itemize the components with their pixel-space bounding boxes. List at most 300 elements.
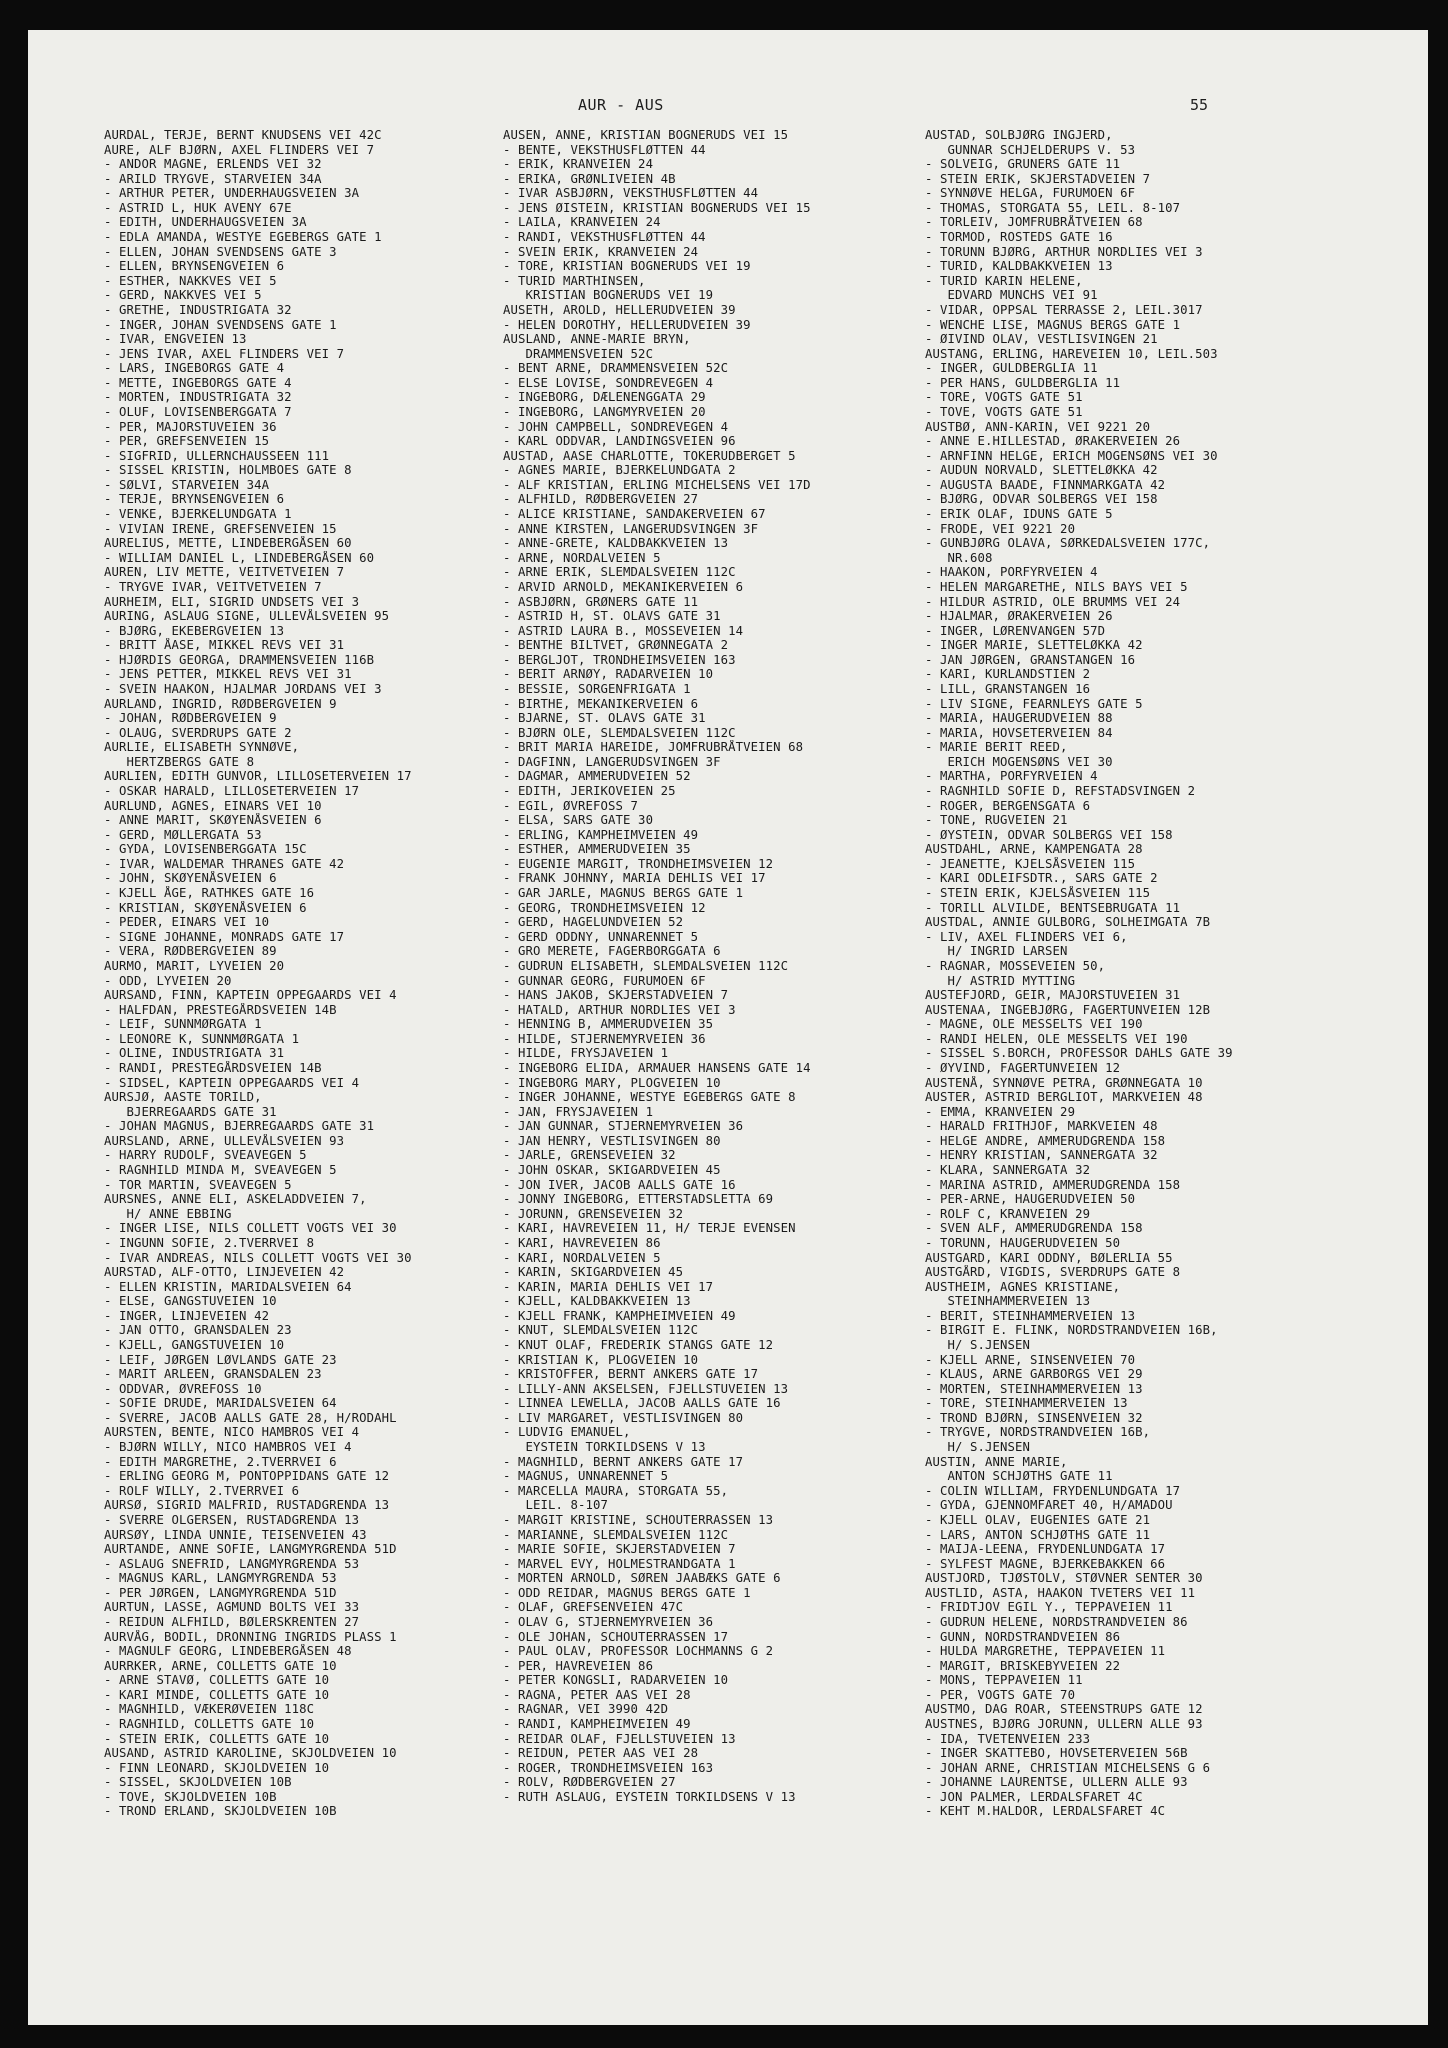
directory-entry: - HJØRDIS GEORGA, DRAMMENSVEIEN 116B bbox=[104, 652, 375, 667]
directory-entry: - VERA, RØDBERGVEIEN 89 bbox=[104, 944, 277, 959]
directory-entry: - MARGIT, BRISKEBYVEIEN 22 bbox=[925, 1658, 1121, 1673]
directory-entry: - OLE JOHAN, SCHOUTERRASSEN 17 bbox=[503, 1629, 729, 1644]
directory-entry: - HJALMAR, ØRAKERVEIEN 26 bbox=[925, 609, 1113, 624]
directory-entry: - ØYVIND, FAGERTUNVEIEN 12 bbox=[925, 1061, 1121, 1075]
directory-entry: - HENRY KRISTIAN, SANNERGATA 32 bbox=[925, 1148, 1158, 1163]
directory-entry: - TORE, VOGTS GATE 51 bbox=[925, 390, 1083, 405]
directory-entry: - KLAUS, ARNE GARBORGS VEI 29 bbox=[925, 1367, 1143, 1382]
directory-entry: - TORE, KRISTIAN BOGNERUDS VEI 19 bbox=[503, 259, 751, 274]
directory-entry: AURDAL, TERJE, BERNT KNUDSENS VEI 42C bbox=[104, 128, 382, 142]
directory-column-3 bbox=[925, 128, 1325, 1819]
directory-entry: - ELLEN, JOHAN SVENDSENS GATE 3 bbox=[104, 244, 337, 259]
directory-entry: - SISSEL S.BORCH, PROFESSOR DAHLS GATE 39 bbox=[925, 1046, 1233, 1061]
directory-entry: - ARNE STAVØ, COLLETTS GATE 10 bbox=[104, 1673, 330, 1688]
directory-entry: - JON IVER, JACOB AALLS GATE 16 bbox=[503, 1177, 736, 1192]
directory-entry: - BJØRG, EKEBERGVEIEN 13 bbox=[104, 623, 285, 638]
directory-entry: - JON PALMER, LERDALSFARET 4C bbox=[925, 1789, 1143, 1804]
directory-entry: - TOVE, SKJOLDVEIEN 10B bbox=[104, 1789, 277, 1804]
directory-entry: - ALFHILD, RØDBERGVEIEN 27 bbox=[503, 492, 699, 507]
directory-entry: - MAGNUS, UNNARENNET 5 bbox=[503, 1469, 669, 1484]
directory-entry: - VIVIAN IRENE, GREFSENVEIEN 15 bbox=[104, 521, 337, 536]
directory-entry: - JAN, FRYSJAVEIEN 1 bbox=[503, 1104, 654, 1119]
directory-entry: - PER, VOGTS GATE 70 bbox=[925, 1687, 1076, 1702]
page-range-header: AUR - AUS bbox=[578, 96, 664, 114]
directory-entry: - INGER MARIE, SLETTELØKKA 42 bbox=[925, 638, 1143, 653]
directory-entry: - KJELL FRANK, KAMPHEIMVEIEN 49 bbox=[503, 1308, 736, 1323]
directory-entry: - TOVE, VOGTS GATE 51 bbox=[925, 404, 1083, 419]
directory-entry: AUSTIN, ANNE MARIE, bbox=[925, 1454, 1068, 1469]
directory-entry: - COLIN WILLIAM, FRYDENLUNDGATA 17 bbox=[925, 1483, 1181, 1498]
directory-entry: - LARS, INGEBORGS GATE 4 bbox=[104, 361, 285, 376]
directory-entry: - PER, GREFSENVEIEN 15 bbox=[104, 434, 270, 449]
directory-entry: - HENNING B, AMMERUDVEIEN 35 bbox=[503, 1017, 714, 1032]
directory-entry: - BERGLJOT, TRONDHEIMSVEIEN 163 bbox=[503, 652, 736, 667]
directory-entry: - PER JØRGEN, LANGMYRGRENDA 51D bbox=[104, 1585, 337, 1600]
directory-entry: AURRKER, ARNE, COLLETTS GATE 10 bbox=[104, 1658, 337, 1673]
directory-entry: - SVEN ALF, AMMERUDGRENDA 158 bbox=[925, 1221, 1143, 1236]
directory-entry: - LAILA, KRANVEIEN 24 bbox=[503, 215, 661, 230]
directory-entry: - IVAR, WALDEMAR THRANES GATE 42 bbox=[104, 856, 345, 871]
directory-entry: - GERD, MØLLERGATA 53 bbox=[104, 827, 262, 842]
directory-entry: - RAGNAR, MOSSEVEIEN 50, bbox=[925, 958, 1106, 973]
directory-entry: - ARNE ERIK, SLEMDALSVEIEN 112C bbox=[503, 565, 736, 580]
directory-entry: - MARIE BERIT REED, bbox=[925, 740, 1068, 755]
directory-entry: - DAGMAR, AMMERUDVEIEN 52 bbox=[503, 769, 691, 784]
directory-entry: - PER HANS, GULDBERGLIA 11 bbox=[925, 375, 1121, 390]
directory-entry: - MAGNE, OLE MESSELTS VEI 190 bbox=[925, 1017, 1143, 1032]
directory-entry: - HELEN DOROTHY, HELLERUDVEIEN 39 bbox=[503, 317, 751, 332]
directory-entry: - TORLEIV, JOMFRUBRÅTVEIEN 68 bbox=[925, 215, 1143, 230]
directory-entry: - HARRY RUDOLF, SVEAVEGEN 5 bbox=[104, 1148, 307, 1163]
directory-entry: AURSØY, LINDA UNNIE, TEISENVEIEN 43 bbox=[104, 1527, 367, 1542]
directory-entry: - ERIK OLAF, IDUNS GATE 5 bbox=[925, 507, 1113, 522]
directory-entry: - ARNE, NORDALVEIEN 5 bbox=[503, 550, 661, 565]
directory-entry: - ASLAUG SNEFRID, LANGMYRGRENDA 53 bbox=[104, 1556, 360, 1571]
directory-entry: - BERIT, STEINHAMMERVEIEN 13 bbox=[925, 1308, 1136, 1323]
directory-entry: - FRIDTJOV EGIL Y., TEPPAVEIEN 11 bbox=[925, 1600, 1173, 1615]
directory-entry: - TORUNN, HAUGERUDVEIEN 50 bbox=[925, 1235, 1121, 1250]
directory-entry: - TORILL ALVILDE, BENTSEBRUGATA 11 bbox=[925, 900, 1181, 915]
directory-entry: AUSTDAHL, ARNE, KAMPENGATA 28 bbox=[925, 842, 1143, 857]
directory-entry: AUSTENÅ, SYNNØVE PETRA, GRØNNEGATA 10 bbox=[925, 1075, 1203, 1090]
directory-entry: - INGEBORG MARY, PLOGVEIEN 10 bbox=[503, 1075, 721, 1090]
directory-entry: - PER, HAVREVEIEN 86 bbox=[503, 1658, 654, 1673]
directory-entry: NR.608 bbox=[925, 550, 993, 565]
directory-entry: - BRIT MARIA HAREIDE, JOMFRUBRÅTVEIEN 68 bbox=[503, 740, 804, 755]
directory-entry: - MAGNHILD, VÆKERØVEIEN 118C bbox=[104, 1702, 315, 1717]
directory-entry: - HILDE, STJERNEMYRVEIEN 36 bbox=[503, 1031, 706, 1046]
directory-entry: - LILL, GRANSTANGEN 16 bbox=[925, 681, 1091, 696]
directory-entry: - INGER, LØRENVANGEN 57D bbox=[925, 623, 1106, 638]
directory-entry: - ARTHUR PETER, UNDERHAUGSVEIEN 3A bbox=[104, 186, 360, 201]
directory-entry: AUSTBØ, ANN-KARIN, VEI 9221 20 bbox=[925, 419, 1151, 434]
directory-entry: - PER-ARNE, HAUGERUDVEIEN 50 bbox=[925, 1192, 1136, 1207]
directory-entry: - KARI, HAVREVEIEN 86 bbox=[503, 1235, 661, 1250]
directory-entry: - JOHAN MAGNUS, BJERREGAARDS GATE 31 bbox=[104, 1119, 375, 1134]
directory-entry: AURLUND, AGNES, EINARS VEI 10 bbox=[104, 798, 322, 813]
directory-entry: - RAGNHILD MINDA M, SVEAVEGEN 5 bbox=[104, 1163, 337, 1178]
directory-entry: ANTON SCHJØTHS GATE 11 bbox=[925, 1469, 1113, 1484]
directory-entry: - ANNE E.HILLESTAD, ØRAKERVEIEN 26 bbox=[925, 434, 1181, 449]
directory-entry: - DAGFINN, LANGERUDSVINGEN 3F bbox=[503, 754, 721, 769]
directory-entry: AUSTJORD, TJØSTOLV, STØVNER SENTER 30 bbox=[925, 1571, 1203, 1586]
directory-entry: - ERLING, KAMPHEIMVEIEN 49 bbox=[503, 827, 699, 842]
directory-entry: - PER, MAJORSTUVEIEN 36 bbox=[104, 419, 277, 434]
directory-entry: GUNNAR SCHJELDERUPS V. 53 bbox=[925, 142, 1136, 157]
directory-entry: - STEIN ERIK, SKJERSTADVEIEN 7 bbox=[925, 171, 1151, 186]
directory-entry: - JORUNN, GRENSEVEIEN 32 bbox=[503, 1206, 684, 1221]
directory-entry: - ROLV, RØDBERGVEIEN 27 bbox=[503, 1775, 676, 1790]
directory-entry: - JONNY INGEBORG, ETTERSTADSLETTA 69 bbox=[503, 1192, 774, 1207]
directory-entry: - SIDSEL, KAPTEIN OPPEGAARDS VEI 4 bbox=[104, 1075, 360, 1090]
directory-entry: - HULDA MARGRETHE, TEPPAVEIEN 11 bbox=[925, 1644, 1166, 1659]
directory-entry: - HATALD, ARTHUR NORDLIES VEI 3 bbox=[503, 1002, 736, 1017]
directory-entry: - FINN LEONARD, SKJOLDVEIEN 10 bbox=[104, 1760, 330, 1775]
directory-entry: AUSTAD, SOLBJØRG INGJERD, bbox=[925, 128, 1113, 142]
directory-entry: - KARIN, SKIGARDVEIEN 45 bbox=[503, 1265, 684, 1280]
directory-entry: - ØYSTEIN, ODVAR SOLBERGS VEI 158 bbox=[925, 827, 1173, 842]
directory-entry: H/ S.JENSEN bbox=[925, 1337, 1031, 1352]
directory-entry: - INGER SKATTEBO, HOVSETERVEIEN 56B bbox=[925, 1746, 1188, 1761]
directory-entry: AUSTNES, BJØRG JORUNN, ULLERN ALLE 93 bbox=[925, 1717, 1203, 1732]
directory-entry: - KJELL ÅGE, RATHKES GATE 16 bbox=[104, 886, 315, 901]
directory-entry: - GUNBJØRG OLAVA, SØRKEDALSVEIEN 177C, bbox=[925, 536, 1211, 551]
directory-entry: - ALICE KRISTIANE, SANDAKERVEIEN 67 bbox=[503, 507, 766, 522]
directory-entry: - MARIE SOFIE, SKJERSTADVEIEN 7 bbox=[503, 1542, 736, 1557]
directory-entry: - MARIA, HOVSETERVEIEN 84 bbox=[925, 725, 1113, 740]
directory-entry: AURHEIM, ELI, SIGRID UNDSETS VEI 3 bbox=[104, 594, 360, 609]
directory-entry: - KLARA, SANNERGATA 32 bbox=[925, 1163, 1091, 1178]
directory-entry: - MORTEN, STEINHAMMERVEIEN 13 bbox=[925, 1381, 1143, 1396]
directory-entry: - SIGNE JOHANNE, MONRADS GATE 17 bbox=[104, 929, 345, 944]
directory-entry: - HILDE, FRYSJAVEIEN 1 bbox=[503, 1046, 669, 1061]
directory-entry: H/ ASTRID MYTTING bbox=[925, 973, 1076, 988]
directory-entry: - EDITH MARGRETHE, 2.TVERRVEI 6 bbox=[104, 1454, 337, 1469]
directory-entry: - JOHN, SKØYENÅSVEIEN 6 bbox=[104, 871, 277, 886]
directory-entry: - ANNE KIRSTEN, LANGERUDSVINGEN 3F bbox=[503, 521, 759, 536]
directory-entry: AURVÅG, BODIL, DRONNING INGRIDS PLASS 1 bbox=[104, 1629, 397, 1644]
directory-entry: - KNUT OLAF, FREDERIK STANGS GATE 12 bbox=[503, 1337, 774, 1352]
directory-entry: - JAN GUNNAR, STJERNEMYRVEIEN 36 bbox=[503, 1119, 744, 1134]
directory-entry: AURELIUS, METTE, LINDEBERGÅSEN 60 bbox=[104, 536, 352, 551]
directory-entry: LEIL. 8-107 bbox=[503, 1498, 609, 1513]
directory-entry: - LUDVIG EMANUEL, bbox=[503, 1425, 631, 1440]
directory-entry: - INGER, GULDBERGLIA 11 bbox=[925, 361, 1098, 376]
directory-entry: AUSTENAA, INGEBJØRG, FAGERTUNVEIEN 12B bbox=[925, 1002, 1211, 1017]
directory-entry: - LEIF, SUNNMØRGATA 1 bbox=[104, 1017, 262, 1032]
directory-entry: - INGER LISE, NILS COLLETT VOGTS VEI 30 bbox=[104, 1221, 397, 1236]
directory-entry: - TRYGVE, NORDSTRANDVEIEN 16B, bbox=[925, 1425, 1151, 1440]
directory-entry: - ERLING GEORG M, PONTOPPIDANS GATE 12 bbox=[104, 1469, 390, 1484]
directory-entry: - KNUT, SLEMDALSVEIEN 112C bbox=[503, 1323, 699, 1338]
directory-entry: - HARALD FRITHJOF, MARKVEIEN 48 bbox=[925, 1119, 1158, 1134]
directory-entry: - SYLFEST MAGNE, BJERKEBAKKEN 66 bbox=[925, 1556, 1166, 1571]
directory-entry: - VIDAR, OPPSAL TERRASSE 2, LEIL.3017 bbox=[925, 302, 1203, 317]
directory-entry: - JAN HENRY, VESTLISVINGEN 80 bbox=[503, 1133, 721, 1148]
directory-entry: - FRODE, VEI 9221 20 bbox=[925, 521, 1076, 536]
directory-entry: - EMMA, KRANVEIEN 29 bbox=[925, 1104, 1076, 1119]
directory-entry: - HALFDAN, PRESTEGÅRDSVEIEN 14B bbox=[104, 1002, 337, 1017]
directory-entry: - MARCELLA MAURA, STORGATA 55, bbox=[503, 1483, 729, 1498]
directory-entry: - STEIN ERIK, COLLETTS GATE 10 bbox=[104, 1731, 330, 1746]
directory-entry: AURSTAD, ALF-OTTO, LINJEVEIEN 42 bbox=[104, 1265, 345, 1280]
directory-column-2 bbox=[503, 128, 903, 1804]
directory-entry: - ELSE LOVISE, SONDREVEGEN 4 bbox=[503, 375, 714, 390]
directory-entry: - MARVEL EVY, HOLMESTRANDGATA 1 bbox=[503, 1556, 736, 1571]
directory-entry: - ERIK, KRANVEIEN 24 bbox=[503, 157, 654, 172]
directory-entry: - JOHANNE LAURENTSE, ULLERN ALLE 93 bbox=[925, 1775, 1188, 1790]
directory-entry: - OSKAR HARALD, LILLOSETERVEIEN 17 bbox=[104, 784, 360, 799]
directory-entry: AURSLAND, ARNE, ULLEVÅLSVEIEN 93 bbox=[104, 1133, 345, 1148]
directory-entry: - BIRTHE, MEKANIKERVEIEN 6 bbox=[503, 696, 699, 711]
directory-entry: - ANNE-GRETE, KALDBAKKVEIEN 13 bbox=[503, 536, 729, 551]
directory-entry: - MARINA ASTRID, AMMERUDGRENDA 158 bbox=[925, 1177, 1181, 1192]
directory-entry: AUSTGÅRD, VIGDIS, SVERDRUPS GATE 8 bbox=[925, 1265, 1181, 1280]
directory-entry: - TROND ERLAND, SKJOLDVEIEN 10B bbox=[104, 1804, 337, 1819]
directory-entry: - OLAF, GREFSENVEIEN 47C bbox=[503, 1600, 684, 1615]
directory-entry: - PEDER, EINARS VEI 10 bbox=[104, 915, 270, 930]
directory-entry: - FRANK JOHNNY, MARIA DEHLIS VEI 17 bbox=[503, 871, 766, 886]
directory-entry: - KARI, NORDALVEIEN 5 bbox=[503, 1250, 661, 1265]
directory-entry: - ODD, LYVEIEN 20 bbox=[104, 973, 232, 988]
directory-entry: - METTE, INGEBORGS GATE 4 bbox=[104, 375, 292, 390]
directory-entry: - ELSA, SARS GATE 30 bbox=[503, 813, 654, 828]
directory-entry: - STEIN ERIK, KJELSÅSVEIEN 115 bbox=[925, 886, 1151, 901]
directory-entry: - TURID MARTHINSEN, bbox=[503, 273, 646, 288]
directory-entry: - JAN JØRGEN, GRANSTANGEN 16 bbox=[925, 652, 1136, 667]
directory-entry: - EGIL, ØVREFOSS 7 bbox=[503, 798, 639, 813]
directory-entry: - THOMAS, STORGATA 55, LEIL. 8-107 bbox=[925, 200, 1181, 215]
directory-entry: - ESTHER, NAKKVES VEI 5 bbox=[104, 273, 277, 288]
directory-entry: H/ ANNE EBBING bbox=[104, 1206, 232, 1221]
directory-entry: - JARLE, GRENSEVEIEN 32 bbox=[503, 1148, 676, 1163]
directory-entry: - BENTHE BILTVET, GRØNNEGATA 2 bbox=[503, 638, 729, 653]
directory-entry: AUSTMO, DAG ROAR, STEENSTRUPS GATE 12 bbox=[925, 1702, 1203, 1717]
directory-entry: AURING, ASLAUG SIGNE, ULLEVÅLSVEIEN 95 bbox=[104, 609, 390, 624]
directory-entry: - BJØRG, ODVAR SOLBERGS VEI 158 bbox=[925, 492, 1158, 507]
directory-entry: - LIV MARGARET, VESTLISVINGEN 80 bbox=[503, 1410, 744, 1425]
directory-entry: - ELLEN, BRYNSENGVEIEN 6 bbox=[104, 259, 285, 274]
directory-entry: - WILLIAM DANIEL L, LINDEBERGÅSEN 60 bbox=[104, 550, 375, 565]
directory-entry: - GYDA, LOVISENBERGGATA 15C bbox=[104, 842, 307, 857]
directory-entry: - ROGER, BERGENSGATA 6 bbox=[925, 798, 1091, 813]
directory-entry: - GUDRUN ELISABETH, SLEMDALSVEIEN 112C bbox=[503, 958, 789, 973]
directory-entry: - JAN OTTO, GRANSDALEN 23 bbox=[104, 1323, 292, 1338]
directory-entry: - REIDUN ALFHILD, BØLERSKRENTEN 27 bbox=[104, 1614, 360, 1629]
directory-entry: - ODDVAR, ØVREFOSS 10 bbox=[104, 1381, 262, 1396]
directory-entry: - PAUL OLAV, PROFESSOR LOCHMANNS G 2 bbox=[503, 1644, 774, 1659]
directory-entry: - KJELL ARNE, SINSENVEIEN 70 bbox=[925, 1352, 1136, 1367]
directory-entry: - ERIKA, GRØNLIVEIEN 4B bbox=[503, 171, 676, 186]
directory-entry: - KARIN, MARIA DEHLIS VEI 17 bbox=[503, 1279, 714, 1294]
directory-entry: AUSTDAL, ANNIE GULBORG, SOLHEIMGATA 7B bbox=[925, 915, 1211, 930]
directory-entry: - EDITH, UNDERHAUGSVEIEN 3A bbox=[104, 215, 307, 230]
directory-entry: - HAAKON, PORFYRVEIEN 4 bbox=[925, 565, 1098, 580]
directory-entry: - SISSEL KRISTIN, HOLMBOES GATE 8 bbox=[104, 463, 352, 478]
directory-entry: - OLAUG, SVERDRUPS GATE 2 bbox=[104, 725, 292, 740]
directory-entry: - MARIANNE, SLEMDALSVEIEN 112C bbox=[503, 1527, 729, 1542]
directory-entry: - MAGNHILD, BERNT ANKERS GATE 17 bbox=[503, 1454, 744, 1469]
directory-entry: - RAGNA, PETER AAS VEI 28 bbox=[503, 1687, 691, 1702]
directory-entry: - REIDUN, PETER AAS VEI 28 bbox=[503, 1746, 699, 1761]
directory-entry: - INGER JOHANNE, WESTYE EGEBERGS GATE 8 bbox=[503, 1090, 796, 1105]
directory-entry: - ASBJØRN, GRØNERS GATE 11 bbox=[503, 594, 699, 609]
directory-entry: - MORTEN ARNOLD, SØREN JAABÆKS GATE 6 bbox=[503, 1571, 781, 1586]
directory-entry: - IDA, TVETENVEIEN 233 bbox=[925, 1731, 1091, 1746]
directory-entry: - JENS IVAR, AXEL FLINDERS VEI 7 bbox=[104, 346, 345, 361]
directory-entry: - JEANETTE, KJELSÅSVEIEN 115 bbox=[925, 856, 1136, 871]
directory-entry: - HILDUR ASTRID, OLE BRUMMS VEI 24 bbox=[925, 594, 1181, 609]
directory-entry: - SOLVEIG, GRUNERS GATE 11 bbox=[925, 157, 1121, 172]
directory-entry: - ASTRID L, HUK AVENY 67E bbox=[104, 200, 292, 215]
directory-entry: AUSTER, ASTRID BERGLIOT, MARKVEIEN 48 bbox=[925, 1090, 1203, 1105]
directory-entry: AUSAND, ASTRID KAROLINE, SKJOLDVEIEN 10 bbox=[104, 1746, 397, 1761]
directory-entry: - ASTRID H, ST. OLAVS GATE 31 bbox=[503, 609, 721, 624]
directory-entry: EDVARD MUNCHS VEI 91 bbox=[925, 288, 1098, 303]
directory-entry: - INGEBORG, DÆLENENGGATA 29 bbox=[503, 390, 706, 405]
directory-entry: AUSLAND, ANNE-MARIE BRYN, bbox=[503, 332, 691, 347]
directory-entry: - RANDI, KAMPHEIMVEIEN 49 bbox=[503, 1717, 691, 1732]
directory-entry: ERICH MOGENSØNS VEI 30 bbox=[925, 754, 1113, 769]
directory-entry: - ODD REIDAR, MAGNUS BERGS GATE 1 bbox=[503, 1585, 751, 1600]
directory-entry: - JOHAN ARNE, CHRISTIAN MICHELSENS G 6 bbox=[925, 1760, 1211, 1775]
directory-entry: - KARL ODDVAR, LANDINGSVEIEN 96 bbox=[503, 434, 736, 449]
directory-entry: AUSTHEIM, AGNES KRISTIANE, bbox=[925, 1279, 1121, 1294]
directory-entry: - GRETHE, INDUSTRIGATA 32 bbox=[104, 302, 292, 317]
directory-entry: - KARI MINDE, COLLETTS GATE 10 bbox=[104, 1687, 330, 1702]
directory-entry: - TROND BJØRN, SINSENVEIEN 32 bbox=[925, 1410, 1143, 1425]
directory-entry: - INGER, JOHAN SVENDSENS GATE 1 bbox=[104, 317, 337, 332]
directory-entry: - LIV SIGNE, FEARNLEYS GATE 5 bbox=[925, 696, 1143, 711]
directory-entry: - GEORG, TRONDHEIMSVEIEN 12 bbox=[503, 900, 706, 915]
directory-column-1 bbox=[104, 128, 504, 1819]
directory-entry: AUSTEFJORD, GEIR, MAJORSTUVEIEN 31 bbox=[925, 988, 1181, 1003]
directory-entry: AURLAND, INGRID, RØDBERGVEIEN 9 bbox=[104, 696, 337, 711]
directory-entry: - ROLF WILLY, 2.TVERRVEI 6 bbox=[104, 1483, 300, 1498]
directory-entry: - SOFIE DRUDE, MARIDALSVEIEN 64 bbox=[104, 1396, 337, 1411]
directory-entry: - ROLF C, KRANVEIEN 29 bbox=[925, 1206, 1091, 1221]
directory-entry: - MORTEN, INDUSTRIGATA 32 bbox=[104, 390, 292, 405]
directory-entry: - HANS JAKOB, SKJERSTADVEIEN 7 bbox=[503, 988, 729, 1003]
directory-entry: - OLUF, LOVISENBERGGATA 7 bbox=[104, 404, 292, 419]
directory-entry: - ARVID ARNOLD, MEKANIKERVEIEN 6 bbox=[503, 579, 744, 594]
directory-entry: - BERIT ARNØY, RADARVEIEN 10 bbox=[503, 667, 714, 682]
directory-entry: HERTZBERGS GATE 8 bbox=[104, 754, 255, 769]
directory-entry: AURSNES, ANNE ELI, ASKELADDVEIEN 7, bbox=[104, 1192, 367, 1207]
directory-entry: - SVEIN HAAKON, HJALMAR JORDANS VEI 3 bbox=[104, 681, 382, 696]
directory-entry: - LEONORE K, SUNNMØRGATA 1 bbox=[104, 1031, 300, 1046]
directory-entry: AURSAND, FINN, KAPTEIN OPPEGAARDS VEI 4 bbox=[104, 988, 397, 1003]
directory-entry: - HELEN MARGARETHE, NILS BAYS VEI 5 bbox=[925, 579, 1188, 594]
directory-entry: - JOHN OSKAR, SKIGARDVEIEN 45 bbox=[503, 1163, 721, 1178]
directory-entry: - INGER, LINJEVEIEN 42 bbox=[104, 1308, 270, 1323]
directory-entry: - RAGNAR, VEI 3990 42D bbox=[503, 1702, 669, 1717]
directory-entry: AUSETH, AROLD, HELLERUDVEIEN 39 bbox=[503, 302, 736, 317]
directory-entry: - ELSE, GANGSTUVEIEN 10 bbox=[104, 1294, 277, 1309]
directory-entry: DRAMMENSVEIEN 52C bbox=[503, 346, 654, 361]
directory-entry: AURSØ, SIGRID MALFRID, RUSTADGRENDA 13 bbox=[104, 1498, 390, 1513]
page-number: 55 bbox=[1190, 96, 1209, 114]
directory-entry: - EDLA AMANDA, WESTYE EGEBERGS GATE 1 bbox=[104, 230, 382, 245]
directory-entry: - BENTE, VEKSTHUSFLØTTEN 44 bbox=[503, 142, 706, 157]
directory-entry: AUREN, LIV METTE, VEITVETVEIEN 7 bbox=[104, 565, 345, 580]
directory-entry: - TORMOD, ROSTEDS GATE 16 bbox=[925, 230, 1113, 245]
directory-entry: - GYDA, GJENNOMFARET 40, H/AMADOU bbox=[925, 1498, 1173, 1513]
directory-entry: AUSTAD, AASE CHARLOTTE, TOKERUDBERGET 5 bbox=[503, 448, 796, 463]
directory-entry: - AUDUN NORVALD, SLETTELØKKA 42 bbox=[925, 463, 1158, 478]
directory-entry: - KEHT M.HALDOR, LERDALSFARET 4C bbox=[925, 1804, 1166, 1819]
directory-entry: AUSTLID, ASTA, HAAKON TVETERS VEI 11 bbox=[925, 1585, 1196, 1600]
directory-entry: - VENKE, BJERKELUNDGATA 1 bbox=[104, 507, 292, 522]
directory-entry: - GUNN, NORDSTRANDVEIEN 86 bbox=[925, 1629, 1121, 1644]
directory-entry: - TURID, KALDBAKKVEIEN 13 bbox=[925, 259, 1113, 274]
directory-entry: - ANNE MARIT, SKØYENÅSVEIEN 6 bbox=[104, 813, 322, 828]
directory-entry: AURE, ALF BJØRN, AXEL FLINDERS VEI 7 bbox=[104, 142, 375, 157]
directory-entry: - ARNFINN HELGE, ERICH MOGENSØNS VEI 30 bbox=[925, 448, 1218, 463]
directory-entry: AURMO, MARIT, LYVEIEN 20 bbox=[104, 958, 285, 973]
directory-entry: - MONS, TEPPAVEIEN 11 bbox=[925, 1673, 1083, 1688]
directory-entry: - INGEBORG, LANGMYRVEIEN 20 bbox=[503, 404, 706, 419]
directory-entry: - KRISTIAN, SKØYENÅSVEIEN 6 bbox=[104, 900, 307, 915]
directory-entry: - KARI, KURLANDSTIEN 2 bbox=[925, 667, 1091, 682]
directory-entry: - LARS, ANTON SCHJØTHS GATE 11 bbox=[925, 1527, 1151, 1542]
directory-entry: - TORUNN BJØRG, ARTHUR NORDLIES VEI 3 bbox=[925, 244, 1203, 259]
directory-entry: - JOHN CAMPBELL, SONDREVEGEN 4 bbox=[503, 419, 729, 434]
directory-entry: - MARTHA, PORFYRVEIEN 4 bbox=[925, 769, 1098, 784]
directory-entry: - KRISTIAN K, PLOGVEIEN 10 bbox=[503, 1352, 699, 1367]
directory-entry: - PETER KONGSLI, RADARVEIEN 10 bbox=[503, 1673, 729, 1688]
directory-entry: - JENS PETTER, MIKKEL REVS VEI 31 bbox=[104, 667, 352, 682]
directory-entry: - MAIJA-LEENA, FRYDENLUNDGATA 17 bbox=[925, 1542, 1166, 1557]
directory-entry: - ELLEN KRISTIN, MARIDALSVEIEN 64 bbox=[104, 1279, 352, 1294]
directory-entry: - KJELL, GANGSTUVEIEN 10 bbox=[104, 1337, 285, 1352]
directory-entry: - IVAR ANDREAS, NILS COLLETT VOGTS VEI 30 bbox=[104, 1250, 412, 1265]
directory-entry: - WENCHE LISE, MAGNUS BERGS GATE 1 bbox=[925, 317, 1181, 332]
directory-entry: - TONE, RUGVEIEN 21 bbox=[925, 813, 1068, 828]
directory-entry: - EDITH, JERIKOVEIEN 25 bbox=[503, 784, 676, 799]
directory-entry: EYSTEIN TORKILDSENS V 13 bbox=[503, 1440, 706, 1455]
directory-entry: - BRITT ÅASE, MIKKEL REVS VEI 31 bbox=[104, 638, 345, 653]
directory-entry: - BIRGIT E. FLINK, NORDSTRANDVEIEN 16B, bbox=[925, 1323, 1218, 1338]
directory-entry: - BESSIE, SORGENFRIGATA 1 bbox=[503, 681, 691, 696]
directory-entry: - HELGE ANDRE, AMMERUDGRENDA 158 bbox=[925, 1133, 1166, 1148]
directory-entry: - SIGFRID, ULLERNCHAUSSEEN 111 bbox=[104, 448, 330, 463]
directory-entry: - GERD, NAKKVES VEI 5 bbox=[104, 288, 262, 303]
directory-entry: - ESTHER, AMMERUDVEIEN 35 bbox=[503, 842, 691, 857]
directory-entry: - GERD ODDNY, UNNARENNET 5 bbox=[503, 929, 699, 944]
directory-entry: - ASTRID LAURA B., MOSSEVEIEN 14 bbox=[503, 623, 744, 638]
directory-entry: - SØLVI, STARVEIEN 34A bbox=[104, 477, 270, 492]
directory-entry: - RANDI HELEN, OLE MESSELTS VEI 190 bbox=[925, 1031, 1188, 1046]
directory-entry: - ARILD TRYGVE, STARVEIEN 34A bbox=[104, 171, 322, 186]
directory-entry: - TRYGVE IVAR, VEITVETVEIEN 7 bbox=[104, 579, 322, 594]
directory-entry: - AUGUSTA BAADE, FINNMARKGATA 42 bbox=[925, 477, 1166, 492]
directory-entry: - GUDRUN HELENE, NORDSTRANDVEIEN 86 bbox=[925, 1614, 1188, 1629]
directory-entry: - GUNNAR GEORG, FURUMOEN 6F bbox=[503, 973, 706, 988]
directory-entry: - BJØRN WILLY, NICO HAMBROS VEI 4 bbox=[104, 1440, 352, 1455]
directory-entry: - ØIVIND OLAV, VESTLISVINGEN 21 bbox=[925, 332, 1158, 347]
directory-entry: H/ INGRID LARSEN bbox=[925, 944, 1068, 959]
directory-entry: - JENS ØISTEIN, KRISTIAN BOGNERUDS VEI 15 bbox=[503, 200, 811, 215]
directory-entry: AURSJØ, AASTE TORILD, bbox=[104, 1090, 262, 1105]
directory-entry: - TERJE, BRYNSENGVEIEN 6 bbox=[104, 492, 285, 507]
directory-entry: STEINHAMMERVEIEN 13 bbox=[925, 1294, 1091, 1309]
directory-entry: - GRO MERETE, FAGERBORGGATA 6 bbox=[503, 944, 721, 959]
directory-entry: - SVERRE OLGERSEN, RUSTADGRENDA 13 bbox=[104, 1512, 360, 1527]
directory-entry: - REIDAR OLAF, FJELLSTUVEIEN 13 bbox=[503, 1731, 736, 1746]
directory-entry: AURLIEN, EDITH GUNVOR, LILLOSETERVEIEN 17 bbox=[104, 769, 412, 784]
directory-entry: - LINNEA LEWELLA, JACOB AALLS GATE 16 bbox=[503, 1396, 781, 1411]
